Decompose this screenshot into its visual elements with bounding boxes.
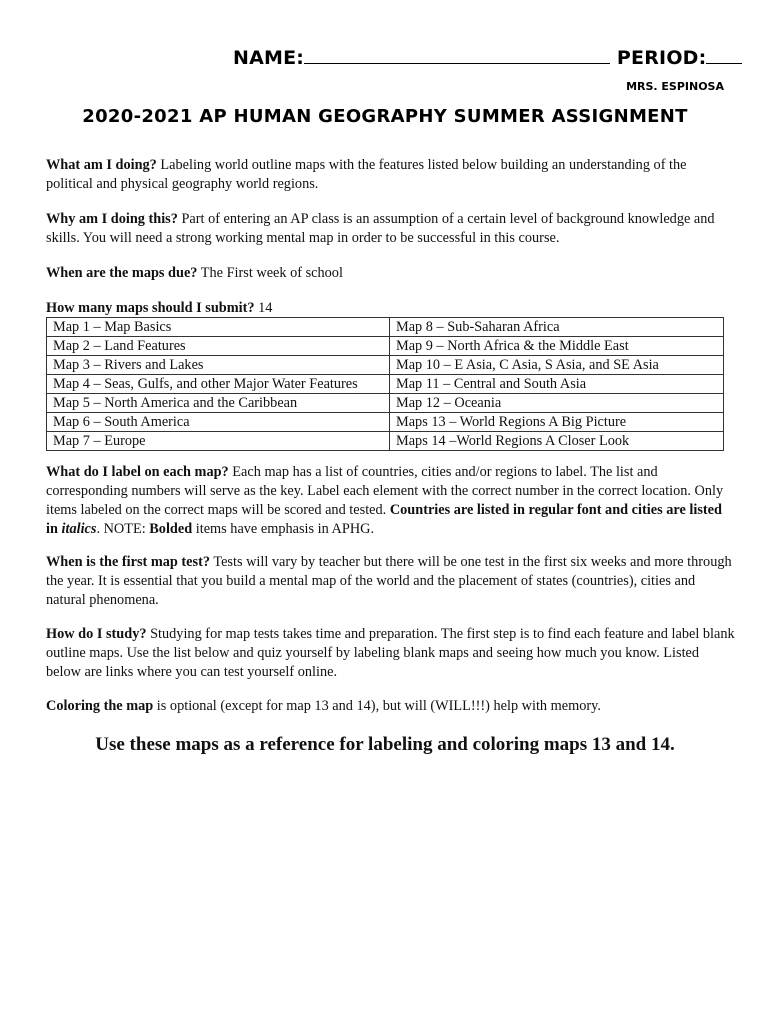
question-coloring: Coloring the map — [46, 698, 154, 714]
answer-test: Tests will vary by teacher but there will be one test in the first six weeks and more through the year. It is essential that you build a mental map of the world and the placement of states (countries), cities and natural phenomena. — [46, 554, 732, 608]
table-cell: Map 11 – Central and South Asia — [390, 375, 724, 394]
table-cell: Map 9 – North Africa & the Middle East — [390, 337, 724, 356]
name-label: NAME: — [233, 47, 305, 69]
paragraph-study — [46, 625, 736, 682]
answer-label-3: items have emphasis in APHG. — [192, 521, 375, 537]
question-how-many: How many maps should I submit? — [46, 300, 255, 316]
table-cell: Map 7 – Europe — [47, 432, 390, 451]
answer-what: Labeling world outline maps with the features listed below building an understanding of the political and physical geography world regions. — [46, 157, 687, 192]
paragraph-how-many — [46, 299, 736, 318]
answer-label-bolded: Bolded — [149, 521, 193, 537]
paragraph-test — [46, 553, 736, 610]
question-label: What do I label on each map? — [46, 464, 229, 480]
answer-label-2: . NOTE: — [96, 521, 150, 537]
table-cell: Map 12 – Oceania — [390, 394, 724, 413]
table-row — [47, 356, 724, 375]
table-cell: Maps 13 – World Regions A Big Picture — [390, 413, 724, 432]
page-title: 2020-2021 AP HUMAN GEOGRAPHY SUMMER ASSIGNMENT — [82, 106, 688, 127]
period-blank — [706, 49, 742, 64]
paragraph-what — [46, 156, 736, 194]
answer-study: Studying for map tests takes time and preparation. The first step is to find each feature and label blank outline maps. Use the list below and quiz yourself by labeling blank maps and seeing how much you know. Listed below are links where you can test yourself online. — [46, 626, 735, 680]
table-row — [47, 337, 724, 356]
reference-note: Use these maps as a reference for labeling and coloring maps 13 and 14. — [95, 734, 675, 755]
answer-label-1: Each map has a list of countries, cities and/or regions to label. The list and corresponding numbers will serve as the key. Label each element with the correct number in the correct location. Only items labeled on the correct maps will be scored and tested. — [46, 464, 724, 518]
table-cell: Map 4 – Seas, Gulfs, and other Major Water Features — [47, 375, 390, 394]
answer-how-many: 14 — [254, 300, 273, 316]
answer-label-bold: Countries are listed in regular font and cities are listed in — [46, 502, 722, 537]
answer-coloring: is optional (except for map 13 and 14), but will (WILL!!!) help with memory. — [153, 698, 601, 714]
name-period-line — [233, 47, 742, 69]
period-label: PERIOD: — [616, 47, 707, 69]
paragraph-due — [46, 264, 736, 283]
answer-why: Part of entering an AP class is an assumption of a certain level of background knowledge and skills. You will need a strong working mental map in order to be successful in this course. — [46, 211, 715, 246]
question-test: When is the first map test? — [46, 554, 211, 570]
answer-due: The First week of school — [197, 265, 343, 281]
name-blank — [304, 49, 610, 64]
table-row — [47, 432, 724, 451]
table-cell: Map 5 – North America and the Caribbean — [47, 394, 390, 413]
answer-label-italics: italics — [61, 521, 97, 537]
table-cell: Map 1 – Map Basics — [47, 318, 390, 337]
table-row — [47, 318, 724, 337]
table-cell: Map 6 – South America — [47, 413, 390, 432]
table-cell: Map 2 – Land Features — [47, 337, 390, 356]
maps-table — [46, 317, 724, 451]
table-cell: Maps 14 –World Regions A Closer Look — [390, 432, 724, 451]
paragraph-why — [46, 210, 736, 248]
question-what: What am I doing? — [46, 157, 157, 173]
table-cell: Map 8 – Sub-Saharan Africa — [390, 318, 724, 337]
teacher-name: MRS. ESPINOSA — [626, 80, 724, 93]
question-due: When are the maps due? — [46, 265, 198, 281]
table-row — [47, 394, 724, 413]
table-row — [47, 413, 724, 432]
question-study: How do I study? — [46, 626, 147, 642]
table-cell: Map 10 – E Asia, C Asia, S Asia, and SE Asia — [390, 356, 724, 375]
table-cell: Map 3 – Rivers and Lakes — [47, 356, 390, 375]
paragraph-coloring — [46, 697, 736, 716]
question-why: Why am I doing this? — [46, 211, 178, 227]
paragraph-label — [46, 463, 736, 539]
table-row — [47, 375, 724, 394]
